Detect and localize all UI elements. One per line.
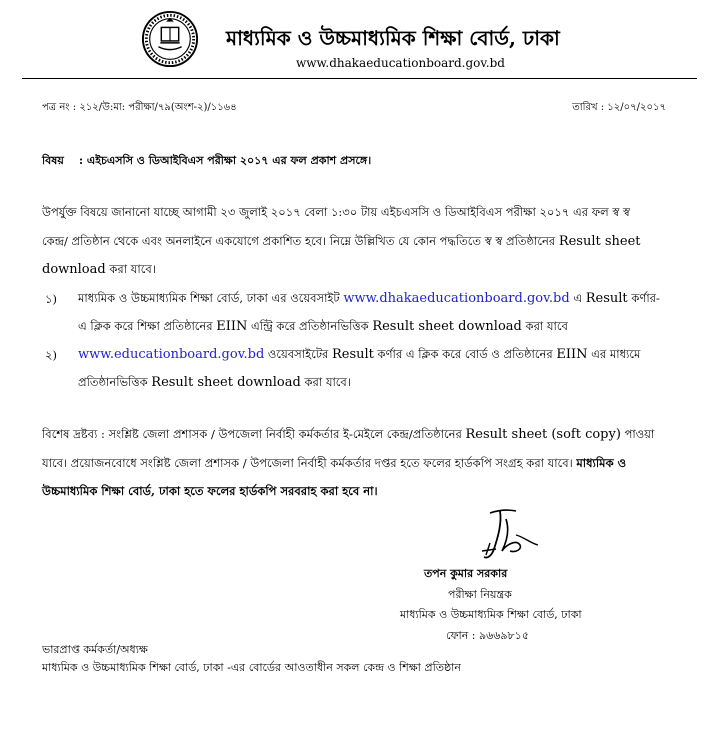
item-text: কর্ণার- xyxy=(631,291,660,305)
item-text: কর্ণার এ ক্লিক করে বোর্ড ও প্রতিষ্ঠানের xyxy=(377,347,553,361)
dhaka-board-link[interactable]: www.dhakaeducationboard.gov.bd xyxy=(343,291,570,306)
body-text: download xyxy=(42,262,106,277)
board-website: www.dhakaeducationboard.gov.bd xyxy=(296,56,505,70)
item-text: Result xyxy=(331,347,374,362)
body-text: কেন্দ্র/ প্রতিষ্ঠান থেকে এবং অনলাইনে একযোগে প্রকাশিত হবে। নিম্নে উল্লিখিত যে কোন পদ্ধতিতে স্ব স্ব প্রতিষ্ঠানের xyxy=(42,234,556,248)
item-text: Result xyxy=(585,291,628,306)
item-text: এ xyxy=(573,291,583,305)
recipient-line-1: ভারপ্রাপ্ত কর্মকর্তা/অধ্যক্ষ xyxy=(42,643,148,656)
item-text: এর মাধ্যমে xyxy=(591,347,641,361)
note-text: Result sheet (soft copy) xyxy=(465,427,621,442)
subject-label: বিষয় xyxy=(42,154,64,167)
body-text: Result sheet xyxy=(558,234,641,249)
memo-reference: পত্র নং : ২১২/উ:মা: পরীক্ষা/৭৯(অংশ-২)/১১৬৪ xyxy=(42,102,237,113)
subject-text: : এইচএসসি ও ডিআইবিএস পরীক্ষা ২০১৭ এর ফল প্রকাশ প্রসঙ্গে। xyxy=(79,154,372,167)
body-line-2 xyxy=(42,233,641,252)
note-text: যাবে। প্রয়োজনবোধে সংশ্লিষ্ট জেলা প্রশাসক / উপজেলা নির্বাহী কর্মকর্তার দপ্তর হতে ফলের হার্ডকপি সংগ্রহ করা যাবে। xyxy=(42,456,573,470)
recipient-line-2: মাধ্যমিক ও উচ্চমাধ্যমিক শিক্ষা বোর্ড, ঢাকা -এর বোর্ডের আওতাধীন সকল কেন্দ্র ও শিক্ষা প্রতিষ্ঠান xyxy=(42,661,461,674)
item-text: Result sheet download xyxy=(151,375,301,390)
item-text: মাধ্যমিক ও উচ্চমাধ্যমিক শিক্ষা বোর্ড, ঢাকা এর ওয়েবসাইট xyxy=(78,291,340,305)
item-text: Result sheet download xyxy=(372,319,522,334)
item-2-line-1 xyxy=(78,346,640,365)
board-logo xyxy=(141,10,199,68)
signatory-name: তপন কুমার সরকার xyxy=(424,567,508,580)
item-text: ওয়েবসাইটের xyxy=(267,347,329,361)
item-2-line-2 xyxy=(78,374,351,393)
note-line-3: উচ্চমাধ্যমিক শিক্ষা বোর্ড, ঢাকা হতে ফলের হার্ডকপি সরবরাহ করা হবে না। xyxy=(42,484,378,498)
body-line-3 xyxy=(42,261,156,280)
board-title: মাধ্যমিক ও উচ্চমাধ্যমিক শিক্ষা বোর্ড, ঢাকা xyxy=(226,26,560,50)
handwritten-signature xyxy=(476,505,544,567)
item-1-line-2 xyxy=(78,318,568,337)
header-divider xyxy=(22,78,697,79)
note-text: পাওয়া xyxy=(624,427,655,441)
item-text: করা যাবে। xyxy=(304,375,351,389)
body-text: উপর্যুক্ত বিষয়ে জানানো যাচ্ছে আগামী ২৩ জুলাই ২০১৭ বেলা ১:৩০ টায় এইচএসসি ও ডিআইবিএস পরীক্ষা ২০১৭ এর ফল স্ব স্ব xyxy=(42,205,631,219)
body-text: করা যাবে। xyxy=(109,262,156,276)
signatory-organization: মাধ্যমিক ও উচ্চমাধ্যমিক শিক্ষা বোর্ড, ঢাকা xyxy=(400,608,582,621)
education-board-link[interactable]: www.educationboard.gov.bd xyxy=(78,347,265,362)
body-line-1 xyxy=(42,204,630,223)
memo-date: তারিখ : ১২/০৭/২০১৭ xyxy=(572,102,666,113)
item-text: প্রতিষ্ঠানভিত্তিক xyxy=(78,375,148,389)
item-text: EIIN xyxy=(216,319,248,334)
note-line-1 xyxy=(42,426,654,445)
signatory-designation: পরীক্ষা নিয়ন্ত্রক xyxy=(448,588,512,601)
note-bold-text: মাধ্যমিক ও xyxy=(576,456,627,470)
item-text: এ ক্লিক করে শিক্ষা প্রতিষ্ঠানের xyxy=(78,319,213,333)
item-1-line-1 xyxy=(78,290,660,309)
signatory-phone: ফোন : ৯৬৬৯৮১৫ xyxy=(446,629,529,642)
item-1-number: ১) xyxy=(45,292,57,306)
note-line-2 xyxy=(42,455,626,474)
item-text: EIIN xyxy=(556,347,588,362)
item-2-number: ২) xyxy=(45,348,57,362)
note-text: বিশেষ দ্রষ্টব্য : সংশ্লিষ্ট জেলা প্রশাসক / উপজেলা নির্বাহী কর্মকর্তার ই-মেইলে কেন্দ্র/প্রতিষ্ঠানের xyxy=(42,427,462,441)
item-text: করা যাবে xyxy=(525,319,568,333)
item-text: এন্ট্রি করে প্রতিষ্ঠানভিত্তিক xyxy=(251,319,369,333)
